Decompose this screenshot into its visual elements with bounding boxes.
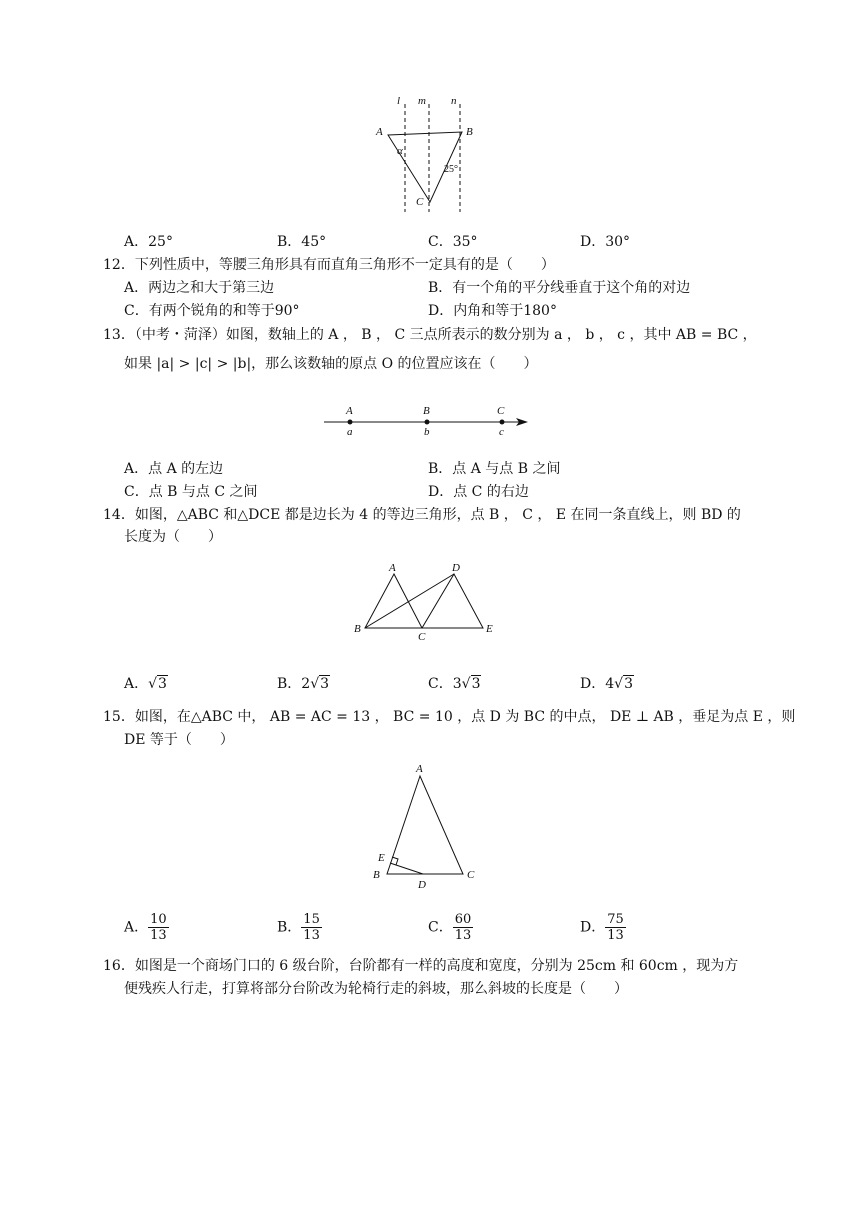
label-c-value: c <box>499 426 504 438</box>
triangle-dce <box>422 574 483 628</box>
q15-stem-line2: DE 等于（ ） <box>124 732 234 748</box>
q13-option-b[interactable] <box>428 459 561 479</box>
option-text: 35° <box>452 234 478 250</box>
label-d: D <box>452 562 460 574</box>
label-m: m <box>418 95 426 107</box>
option-coef: 3 <box>452 676 462 692</box>
label-b: B <box>423 405 430 417</box>
option-text: 45° <box>301 234 327 250</box>
option-text: 25° <box>148 234 173 250</box>
q12-option-b[interactable] <box>428 278 690 298</box>
fraction-numerator: 60 <box>454 912 472 927</box>
segment-bd <box>365 574 454 628</box>
option-text: 点 C 的右边 <box>453 484 529 500</box>
q13-option-d[interactable] <box>428 482 529 502</box>
q16-stem-line2: 便残疾人行走，打算将部分台阶改为轮椅行走的斜坡，那么斜坡的长度是（ ） <box>124 981 628 997</box>
label-alpha: α <box>397 145 403 157</box>
label-n: n <box>451 95 457 107</box>
label-c: C <box>497 405 505 417</box>
q16-stem-line1: 16．如图是一个商场门口的 6 级台阶，台阶都有一样的高度和宽度，分别为 25cm 和 60cm ，现为方 <box>103 958 739 974</box>
option-coef: 2 <box>301 676 311 692</box>
label-a: A <box>416 763 423 775</box>
label-a-value: a <box>347 426 353 438</box>
option-letter: A． <box>124 919 149 936</box>
option-letter: A． <box>124 676 149 692</box>
fraction-denominator: 13 <box>303 928 320 943</box>
option-text: 有两个锐角的和等于90° <box>148 303 300 319</box>
option-text: 两边之和大于第三边 <box>148 280 275 296</box>
fraction-numerator: 15 <box>303 912 320 927</box>
label-e: E <box>486 623 493 635</box>
label-a: A <box>389 562 396 574</box>
fraction-denominator: 13 <box>150 928 167 943</box>
point-c <box>500 420 505 425</box>
option-radicand: 3 <box>320 676 330 692</box>
q14-option-d[interactable] <box>580 674 634 694</box>
label-l: l <box>397 95 401 107</box>
q11-option-d[interactable] <box>580 232 630 252</box>
q15-option-b[interactable] <box>277 912 322 943</box>
option-letter: C． <box>428 676 453 692</box>
triangle-abc <box>365 574 422 628</box>
option-text: 点 A 与点 B 之间 <box>452 461 561 477</box>
q14-figure <box>350 560 505 645</box>
q14-option-b[interactable] <box>277 674 330 694</box>
option-letter: B． <box>277 676 302 692</box>
q15-option-c[interactable] <box>428 912 473 943</box>
q13-stem-line1: 13．（中考・菏泽）如图，数轴上的 A ， B ， C 三点所表示的数分别为 a ， b ， c ，其中 AB = BC ， <box>103 327 757 343</box>
sqrt-sign: √ <box>461 676 471 692</box>
option-letter: A． <box>124 280 149 296</box>
option-radicand: 3 <box>624 676 633 692</box>
point-a <box>348 420 353 425</box>
q11-option-c[interactable] <box>428 232 478 252</box>
label-b-value: b <box>424 426 430 438</box>
option-letter: D． <box>580 234 606 250</box>
option-text: 点 A 的左边 <box>148 461 224 477</box>
label-c: C <box>416 196 424 208</box>
label-e: E <box>378 852 385 864</box>
label-c: C <box>418 631 426 643</box>
option-letter: B． <box>428 280 453 296</box>
q11-option-a[interactable] <box>124 232 173 252</box>
q11-option-b[interactable] <box>277 232 326 252</box>
fraction <box>301 912 322 943</box>
option-letter: D． <box>580 676 606 692</box>
q14-stem-line2: 长度为（ ） <box>124 529 222 545</box>
q12-option-a[interactable] <box>124 278 274 298</box>
label-a: A <box>346 405 353 417</box>
option-letter: C． <box>124 303 149 319</box>
option-text: 点 B 与点 C 之间 <box>148 484 258 500</box>
point-b <box>425 420 430 425</box>
q15-figure <box>365 762 485 892</box>
q12-option-d[interactable] <box>428 301 557 321</box>
fraction-denominator: 13 <box>454 928 472 943</box>
q12-option-c[interactable] <box>124 301 300 321</box>
option-letter: A． <box>124 234 149 250</box>
option-radicand: 3 <box>158 676 167 692</box>
sqrt-sign: √ <box>310 676 320 692</box>
option-letter: B． <box>428 461 453 477</box>
label-b: B <box>466 126 473 138</box>
option-letter: D． <box>428 303 454 319</box>
q15-option-d[interactable] <box>580 912 626 943</box>
fraction-denominator: 13 <box>607 928 624 943</box>
option-letter: D． <box>580 919 606 936</box>
q13-stem-line2: 如果 |a| > |c| > |b|，那么该数轴的原点 O 的位置应该在（ ） <box>124 356 538 372</box>
label-b: B <box>354 623 361 635</box>
label-c: C <box>467 869 475 881</box>
option-letter: A． <box>124 461 149 477</box>
option-text: 有一个角的平分线垂直于这个角的对边 <box>452 280 691 296</box>
option-letter: C． <box>428 919 453 936</box>
sqrt-sign: √ <box>614 676 624 692</box>
q15-stem-line1: 15．如图，在△ABC 中， AB = AC = 13 ， BC = 10 ，点 D 为 BC 的中点， DE ⊥ AB ，垂足为点 E ，则 <box>103 709 796 725</box>
label-d: D <box>418 879 426 891</box>
q13-option-a[interactable] <box>124 459 223 479</box>
q12-stem: 12．下列性质中，等腰三角形具有而直角三角形不一定具有的是（ ） <box>103 257 555 273</box>
q14-stem-line1: 14．如图，△ABC 和△DCE 都是边长为 4 的等边三角形，点 B ， C ， E 在同一条直线上，则 BD 的 <box>103 507 741 523</box>
fraction <box>148 912 169 943</box>
fraction-numerator: 10 <box>150 912 167 927</box>
label-a: A <box>376 126 383 138</box>
option-letter: C． <box>124 484 149 500</box>
fraction-numerator: 75 <box>607 912 624 927</box>
option-coef: 4 <box>605 676 615 692</box>
q14-option-c[interactable] <box>428 674 481 694</box>
fraction <box>453 912 474 943</box>
option-radicand: 3 <box>471 676 481 692</box>
q15-option-a[interactable] <box>124 912 169 943</box>
option-text: 内角和等于180° <box>453 303 557 319</box>
label-b: B <box>373 869 380 881</box>
option-letter: C． <box>428 234 453 250</box>
q13-number-line <box>320 402 535 440</box>
fraction <box>605 912 626 943</box>
option-letter: D． <box>428 484 454 500</box>
segment-de <box>390 863 423 874</box>
q13-option-c[interactable] <box>124 482 258 502</box>
q14-option-a[interactable] <box>124 674 168 694</box>
sqrt-sign: √ <box>148 676 158 692</box>
option-letter: B． <box>277 919 302 936</box>
option-text: 30° <box>605 234 631 250</box>
q11-figure <box>360 92 490 217</box>
label-angle: 25° <box>444 164 458 175</box>
option-letter: B． <box>277 234 302 250</box>
